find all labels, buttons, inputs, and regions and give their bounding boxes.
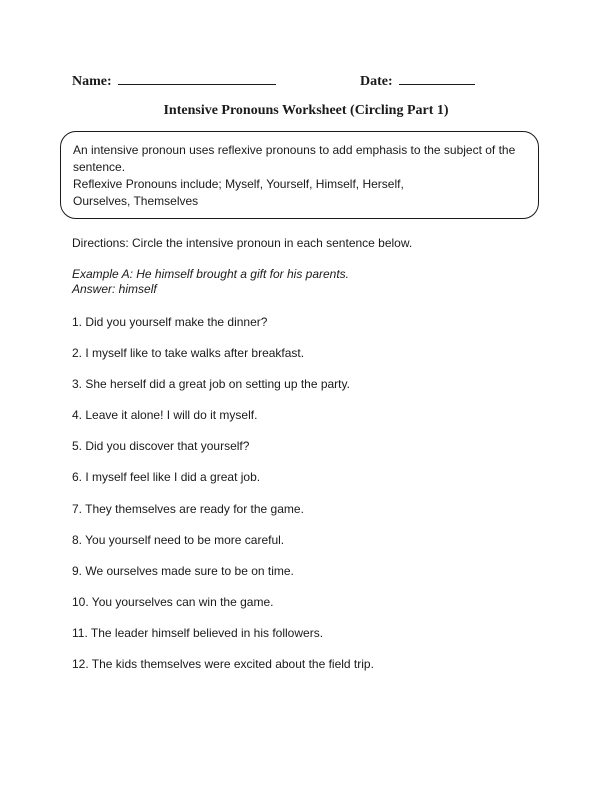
question-item[interactable]: 1. Did you yourself make the dinner? — [72, 315, 268, 329]
intro-pronoun-list: Reflexive Pronouns include; Myself, Yourself, Himself, Herself, — [73, 177, 404, 191]
intro-pronoun-list-continued: Ourselves, Themselves — [73, 194, 199, 208]
question-item[interactable]: 2. I myself like to take walks after breakfast. — [72, 346, 305, 361]
example-block — [72, 267, 349, 297]
name-blank-line[interactable] — [118, 72, 276, 85]
worksheet-title: Intensive Pronouns Worksheet (Circling Part 1) — [163, 103, 449, 118]
question-item[interactable]: 6. I myself feel like I did a great job. — [72, 470, 261, 485]
question-item[interactable]: 8. You yourself need to be more careful. — [72, 532, 285, 547]
question-item[interactable]: 3. She herself did a great job on setting up the party. — [72, 377, 350, 392]
example-answer: Answer: himself — [72, 282, 157, 296]
question-item[interactable]: 11. The leader himself believed in his followers. — [72, 625, 324, 640]
name-label: Name: — [72, 74, 112, 89]
intro-definition: An intensive pronoun uses reflexive pronouns to add emphasis to the subject of the sentence. — [73, 143, 516, 174]
question-item[interactable]: 10. You yourselves can win the game. — [72, 594, 274, 609]
question-item[interactable]: 4. Leave it alone! I will do it myself. — [72, 408, 258, 423]
name-field[interactable] — [72, 72, 276, 90]
date-label: Date: — [360, 74, 393, 89]
date-field[interactable] — [360, 72, 475, 90]
header-row — [0, 72, 612, 92]
directions: Directions: Circle the intensive pronoun in each sentence below. — [72, 236, 413, 250]
question-item[interactable]: 7. They themselves are ready for the game. — [72, 501, 304, 516]
question-item[interactable]: 12. The kids themselves were excited about the field trip. — [72, 657, 374, 672]
intro-box — [60, 131, 539, 219]
question-list — [72, 313, 374, 686]
date-blank-line[interactable] — [399, 72, 475, 85]
question-item[interactable]: 5. Did you discover that yourself? — [72, 439, 250, 454]
example-sentence: Example A: He himself brought a gift for his parents. — [72, 267, 350, 281]
question-item[interactable]: 9. We ourselves made sure to be on time. — [72, 563, 294, 578]
